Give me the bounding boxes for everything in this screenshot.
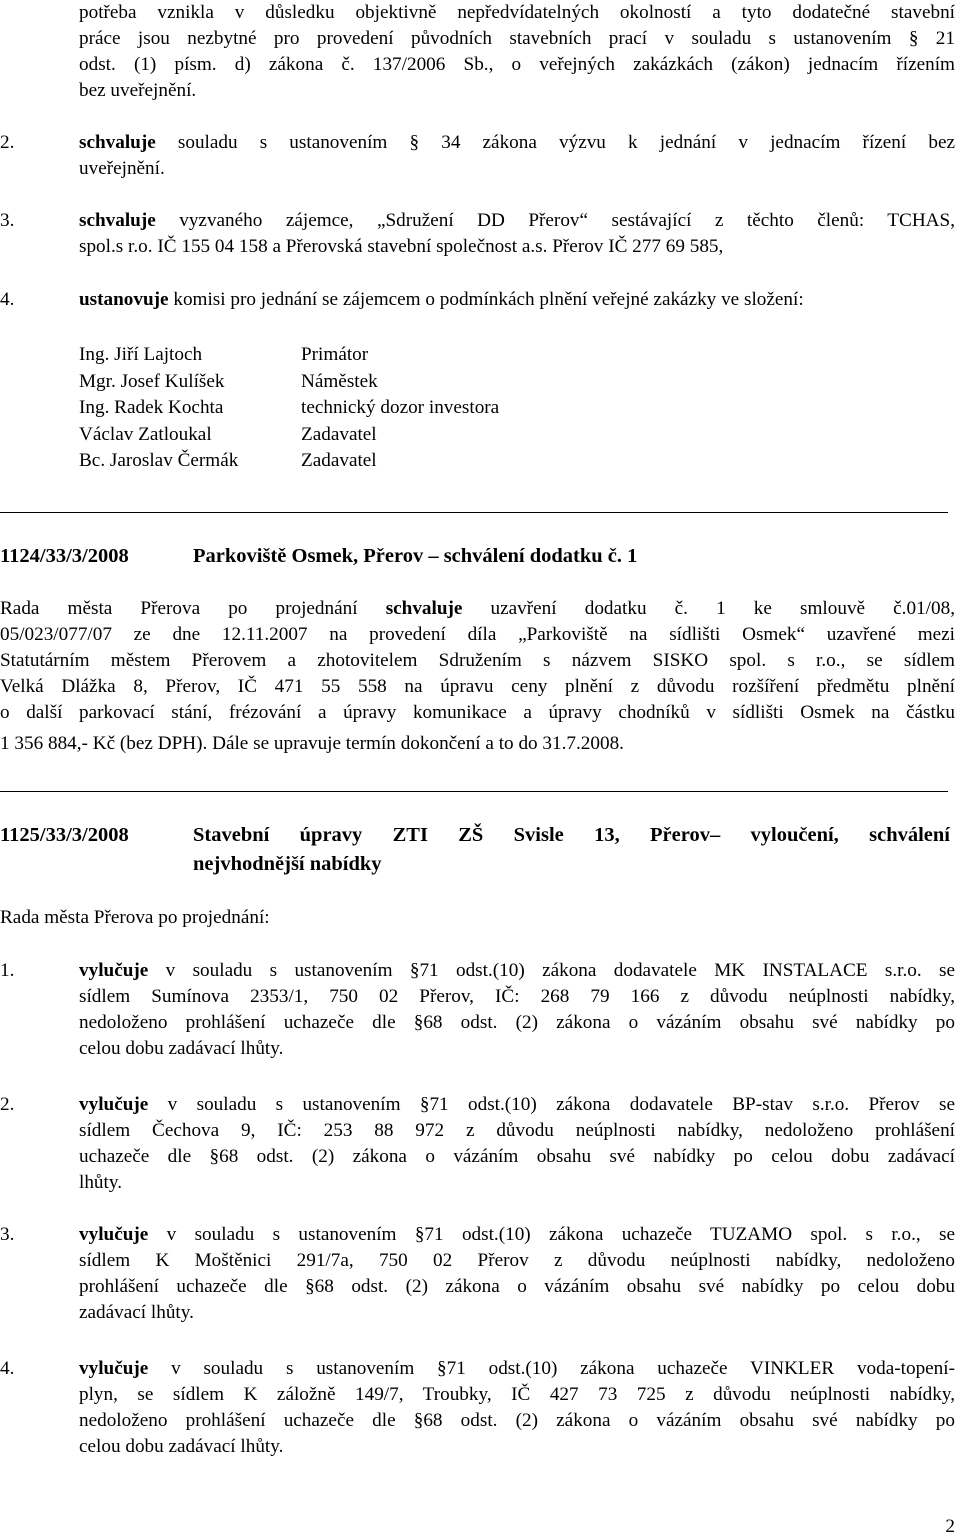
resolution-1124-line-4: Velká Dlážka 8, Přerov, IČ 471 55 558 na úpravu ceny plnění z důvodu rozšíření předmětu plnění bbox=[0, 676, 955, 697]
member-row bbox=[79, 422, 679, 449]
section-divider bbox=[0, 512, 948, 513]
intro-line-2: práce jsou nezbytné pro provedení původních stavebních prací v souladu s ustanovením § 21 bbox=[79, 28, 955, 49]
item-4-number: 4. bbox=[0, 289, 15, 310]
member-row bbox=[79, 342, 679, 369]
exclusion-verb: vylučuje bbox=[79, 960, 149, 981]
item-3-line-2: spol.s r.o. IČ 155 04 158 a Přerovská stavební společnost a.s. Přerov IČ 277 69 585, bbox=[79, 236, 724, 257]
exclusion-4-line-4: celou dobu zadávací lhůty. bbox=[79, 1436, 284, 1457]
resolution-number: 1125/33/3/2008 bbox=[0, 824, 129, 846]
exclusion-3-line-2: sídlem K Moštěnici 291/7a, 750 02 Přerov z důvodu neúplnosti nabídky, nedoloženo bbox=[79, 1250, 955, 1271]
item-3-line-1 bbox=[79, 208, 955, 234]
resolution-1124-line-1 bbox=[0, 596, 955, 622]
item-4-line-1 bbox=[79, 287, 955, 313]
exclusion-3-line-3: prohlášení uchazeče dle §68 odst. (2) zákona o vázáním obsahu své nabídky po celou dobu bbox=[79, 1276, 955, 1297]
line-text: uzavření dodatku č. 1 ke smlouvě č.01/08, bbox=[462, 598, 955, 619]
item-2-line-2: uveřejnění. bbox=[79, 158, 165, 179]
resolution-1124-heading bbox=[0, 543, 955, 571]
exclusion-4-number: 4. bbox=[0, 1358, 15, 1379]
resolution-verb: schvaluje bbox=[385, 598, 463, 619]
exclusion-3-line-4: zadávací lhůty. bbox=[79, 1302, 194, 1323]
resolution-1124-line-6: 1 356 884,- Kč (bez DPH). Dále se upravuje termín dokončení a to do 31.7.2008. bbox=[0, 733, 624, 754]
exclusion-1-line-2: sídlem Sumínova 2353/1, 750 02 Přerov, IČ: 268 79 166 z důvodu neúplnosti nabídky, bbox=[79, 986, 955, 1007]
resolution-title-line-1: Stavební úpravy ZTI ZŠ Svisle 13, Přerov– vyloučení, schválení bbox=[193, 824, 950, 846]
exclusion-1-line-3: nedoloženo prohlášení uchazeče dle §68 odst. (2) zákona o vázáním obsahu své nabídky po bbox=[79, 1012, 955, 1033]
member-row bbox=[79, 448, 679, 475]
page-number: 2 bbox=[945, 1516, 955, 1537]
exclusion-2-line-2: sídlem Čechova 9, IČ: 253 88 972 z důvodu neúplnosti nabídky, nedoloženo prohlášení bbox=[79, 1120, 955, 1141]
exclusion-4-line-3: nedoloženo prohlášení uchazeče dle §68 odst. (2) zákona o vázáním obsahu své nabídky po bbox=[79, 1410, 955, 1431]
member-role: Primátor bbox=[301, 344, 369, 365]
member-role: technický dozor investora bbox=[301, 397, 500, 418]
member-name: Ing. Radek Kochta bbox=[79, 397, 224, 418]
exclusion-4-line-1 bbox=[79, 1356, 955, 1382]
item-4-verb: ustanovuje bbox=[79, 289, 169, 310]
item-2-number: 2. bbox=[0, 132, 15, 153]
item-3-verb: schvaluje bbox=[79, 210, 156, 231]
exclusion-3-number: 3. bbox=[0, 1224, 15, 1245]
item-2-line-1 bbox=[79, 130, 955, 156]
member-role: Zadavatel bbox=[301, 423, 377, 445]
exclusion-2-line-3: uchazeče dle §68 odst. (2) zákona o vázáním obsahu své nabídky po celou dobu zadávací bbox=[79, 1146, 955, 1167]
intro-line-3: odst. (1) písm. d) zákona č. 137/2006 Sb., o veřejných zakázkách (zákon) jednacím řízením bbox=[79, 54, 955, 75]
resolution-1125-heading bbox=[0, 822, 955, 878]
item-2-text: souladu s ustanovením § 34 zákona výzvu k jednání v jednacím řízení bez bbox=[155, 132, 955, 153]
member-name: Ing. Jiří Lajtoch bbox=[79, 344, 203, 365]
line-text: v souladu s ustanovením §71 odst.(10) zákona dodavatele BP-stav s.r.o. Přerov se bbox=[148, 1094, 955, 1115]
item-3-text: vyzvaného zájemce, „Sdružení DD Přerov“ sestávající z těchto členů: TCHAS, bbox=[155, 210, 955, 231]
member-row bbox=[79, 395, 679, 422]
resolution-number: 1124/33/3/2008 bbox=[0, 545, 129, 567]
resolution-1124-line-5: o další parkovací stání, frézování a úpravy komunikace a úpravy chodníků v sídlišti Osmek na částku bbox=[0, 702, 955, 723]
resolution-title-line-2: nejvhodnější nabídky bbox=[193, 853, 382, 875]
exclusion-2-line-4: lhůty. bbox=[79, 1172, 122, 1193]
member-name: Václav Zatloukal bbox=[79, 423, 212, 445]
line-text: v souladu s ustanovením §71 odst.(10) zákona dodavatele MK INSTALACE s.r.o. se bbox=[148, 960, 955, 981]
exclusion-2-line-1 bbox=[79, 1092, 955, 1118]
item-3-number: 3. bbox=[0, 210, 15, 231]
section-divider bbox=[0, 791, 948, 792]
line-text: v souladu s ustanovením §71 odst.(10) zákona uchazeče VINKLER voda-topení- bbox=[148, 1358, 955, 1379]
member-row bbox=[79, 369, 679, 396]
exclusion-1-line-4: celou dobu zadávací lhůty. bbox=[79, 1038, 284, 1059]
commission-members bbox=[79, 342, 679, 475]
resolution-1124-line-3: Statutárním městem Přerovem a zhotovitelem Sdružením s názvem SISKO spol. s r.o., se sídlem bbox=[0, 650, 955, 671]
resolution-1125-intro: Rada města Přerova po projednání: bbox=[0, 907, 270, 928]
resolution-title: Parkoviště Osmek, Přerov – schválení dodatku č. 1 bbox=[193, 545, 638, 567]
member-name: Mgr. Josef Kulíšek bbox=[79, 370, 225, 392]
exclusion-verb: vylučuje bbox=[79, 1358, 149, 1379]
item-2-verb: schvaluje bbox=[79, 132, 156, 153]
exclusion-verb: vylučuje bbox=[79, 1224, 149, 1245]
exclusion-1-line-1 bbox=[79, 958, 955, 984]
member-name: Bc. Jaroslav Čermák bbox=[79, 450, 239, 471]
exclusion-4-line-2: plyn, se sídlem K záložně 149/7, Troubky, IČ 427 73 725 z důvodu neúplnosti nabídky, bbox=[79, 1384, 955, 1405]
line-text: Rada města Přerova po projednání bbox=[0, 598, 386, 619]
line-text: v souladu s ustanovením §71 odst.(10) zákona uchazeče TUZAMO spol. s r.o., se bbox=[148, 1224, 955, 1245]
exclusion-verb: vylučuje bbox=[79, 1094, 149, 1115]
exclusion-3-line-1 bbox=[79, 1222, 955, 1248]
member-role: Zadavatel bbox=[301, 450, 377, 471]
intro-line-1: potřeba vznikla v důsledku objektivně nepředvídatelných okolností a tyto dodatečné stavební bbox=[79, 2, 955, 23]
exclusion-1-number: 1. bbox=[0, 960, 15, 981]
item-4-text: komisi pro jednání se zájemcem o podmínkách plnění veřejné zakázky ve složení: bbox=[168, 289, 804, 310]
resolution-1124-line-2: 05/023/077/07 ze dne 12.11.2007 na provedení díla „Parkoviště na sídlišti Osmek“ uzavřené mezi bbox=[0, 624, 955, 645]
exclusion-2-number: 2. bbox=[0, 1094, 15, 1115]
member-role: Náměstek bbox=[301, 370, 378, 392]
intro-line-4: bez uveřejnění. bbox=[79, 80, 197, 101]
